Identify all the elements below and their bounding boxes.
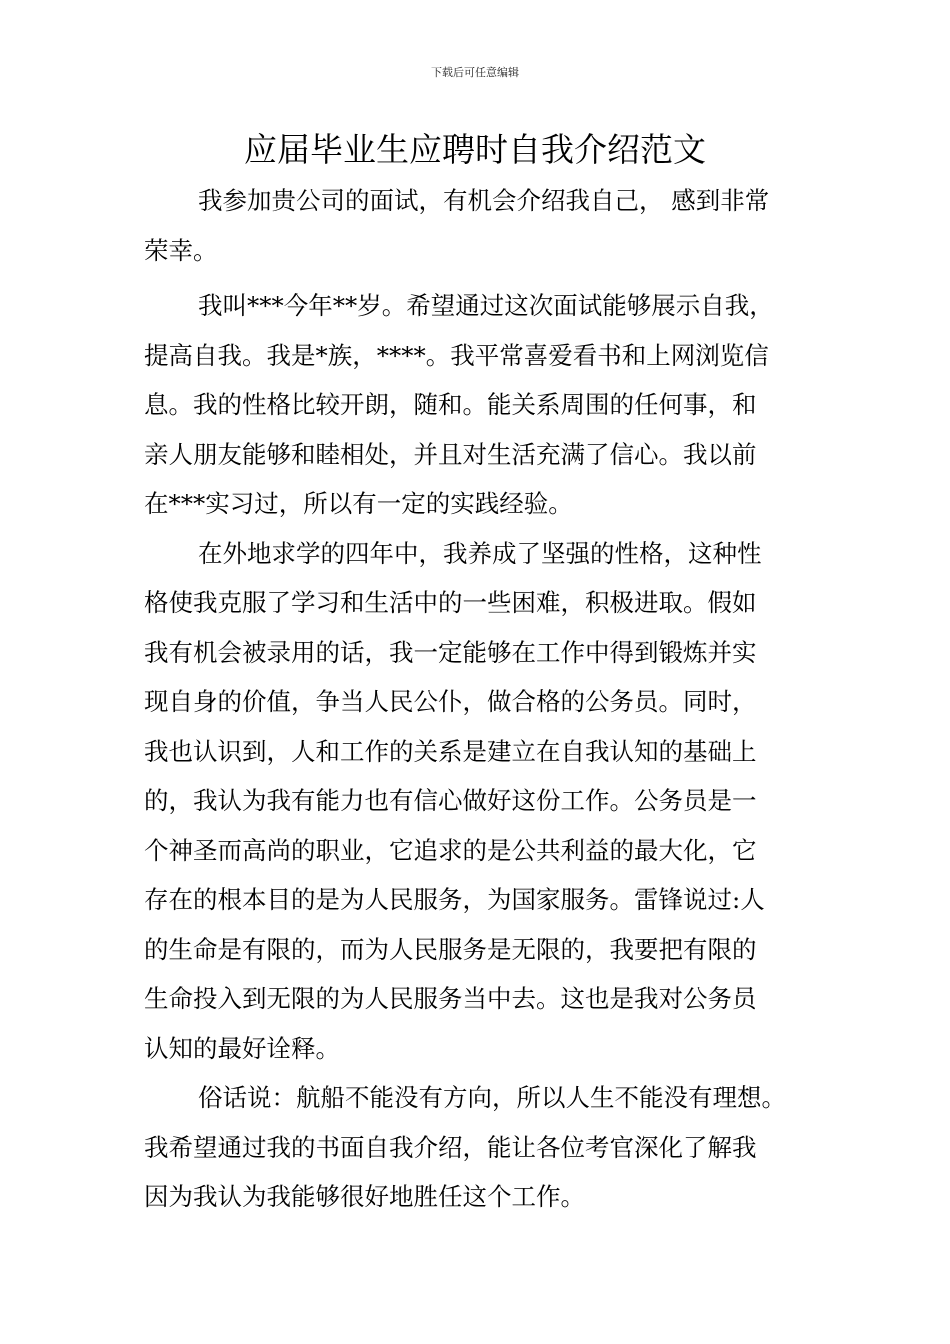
paragraph-2-line-1: 我叫***今年**岁。希望通过这次面试能够展示自我， xyxy=(198,291,774,320)
paragraph-2-line-3: 息。我的性格比较开朗，随和。能关系周围的任何事，和 xyxy=(144,390,757,419)
paragraph-3-line-5: 我也认识到，人和工作的关系是建立在自我认知的基础上 xyxy=(144,736,757,766)
paragraph-3-line-1: 在外地求学的四年中，我养成了坚强的性格，这种性 xyxy=(198,538,762,568)
page-header-note: 下载后可任意编辑 xyxy=(431,66,519,79)
paragraph-4-line-3: 因为我认为我能够很好地胜任这个工作。 xyxy=(144,1182,585,1211)
paragraph-1-line-2: 荣幸。 xyxy=(144,235,218,265)
paragraph-3-line-2: 格使我克服了学习和生活中的一些困难，积极进取。假如 xyxy=(144,588,757,617)
paragraph-3-line-8: 存在的根本目的是为人民服务，为国家服务。雷锋说过:人 xyxy=(144,885,765,914)
paragraph-4-line-1: 俗话说：航船不能没有方向，所以人生不能没有理想。 xyxy=(198,1083,786,1112)
paragraph-3-line-3: 我有机会被录用的话，我一定能够在工作中得到锻炼并实 xyxy=(144,637,757,667)
paragraph-3-line-7: 个神圣而高尚的职业，它追求的是公共利益的最大化，它 xyxy=(144,835,757,865)
paragraph-3-line-6: 的，我认为我有能力也有信心做好这份工作。公务员是一 xyxy=(144,786,757,815)
paragraph-2-line-4: 亲人朋友能够和睦相处，并且对生活充满了信心。我以前 xyxy=(144,439,757,469)
paragraph-4-line-2: 我希望通过我的书面自我介绍，能让各位考官深化了解我 xyxy=(144,1132,757,1162)
paragraph-2-line-5: 在***实习过，所以有一定的实践经验。 xyxy=(144,489,573,518)
paragraph-3-line-9: 的生命是有限的，而为人民服务是无限的，我要把有限的 xyxy=(144,934,757,964)
paragraph-3-line-4: 现自身的价值，争当人民公仆，做合格的公务员。同时， xyxy=(144,687,757,716)
document-title: 应届毕业生应聘时自我介绍范文 xyxy=(244,130,706,169)
paragraph-2-line-2: 提高自我。我是*族，****。我平常喜爱看书和上网浏览信 xyxy=(144,340,769,370)
paragraph-3-line-11: 认知的最好诠释。 xyxy=(144,1033,340,1063)
document-body xyxy=(144,176,812,1222)
paragraph-1-line-1: 我参加贵公司的面试，有机会介绍我自己， 感到非常 xyxy=(198,186,770,215)
paragraph-3-line-10: 生命投入到无限的为人民服务当中去。这也是我对公务员 xyxy=(144,984,757,1013)
